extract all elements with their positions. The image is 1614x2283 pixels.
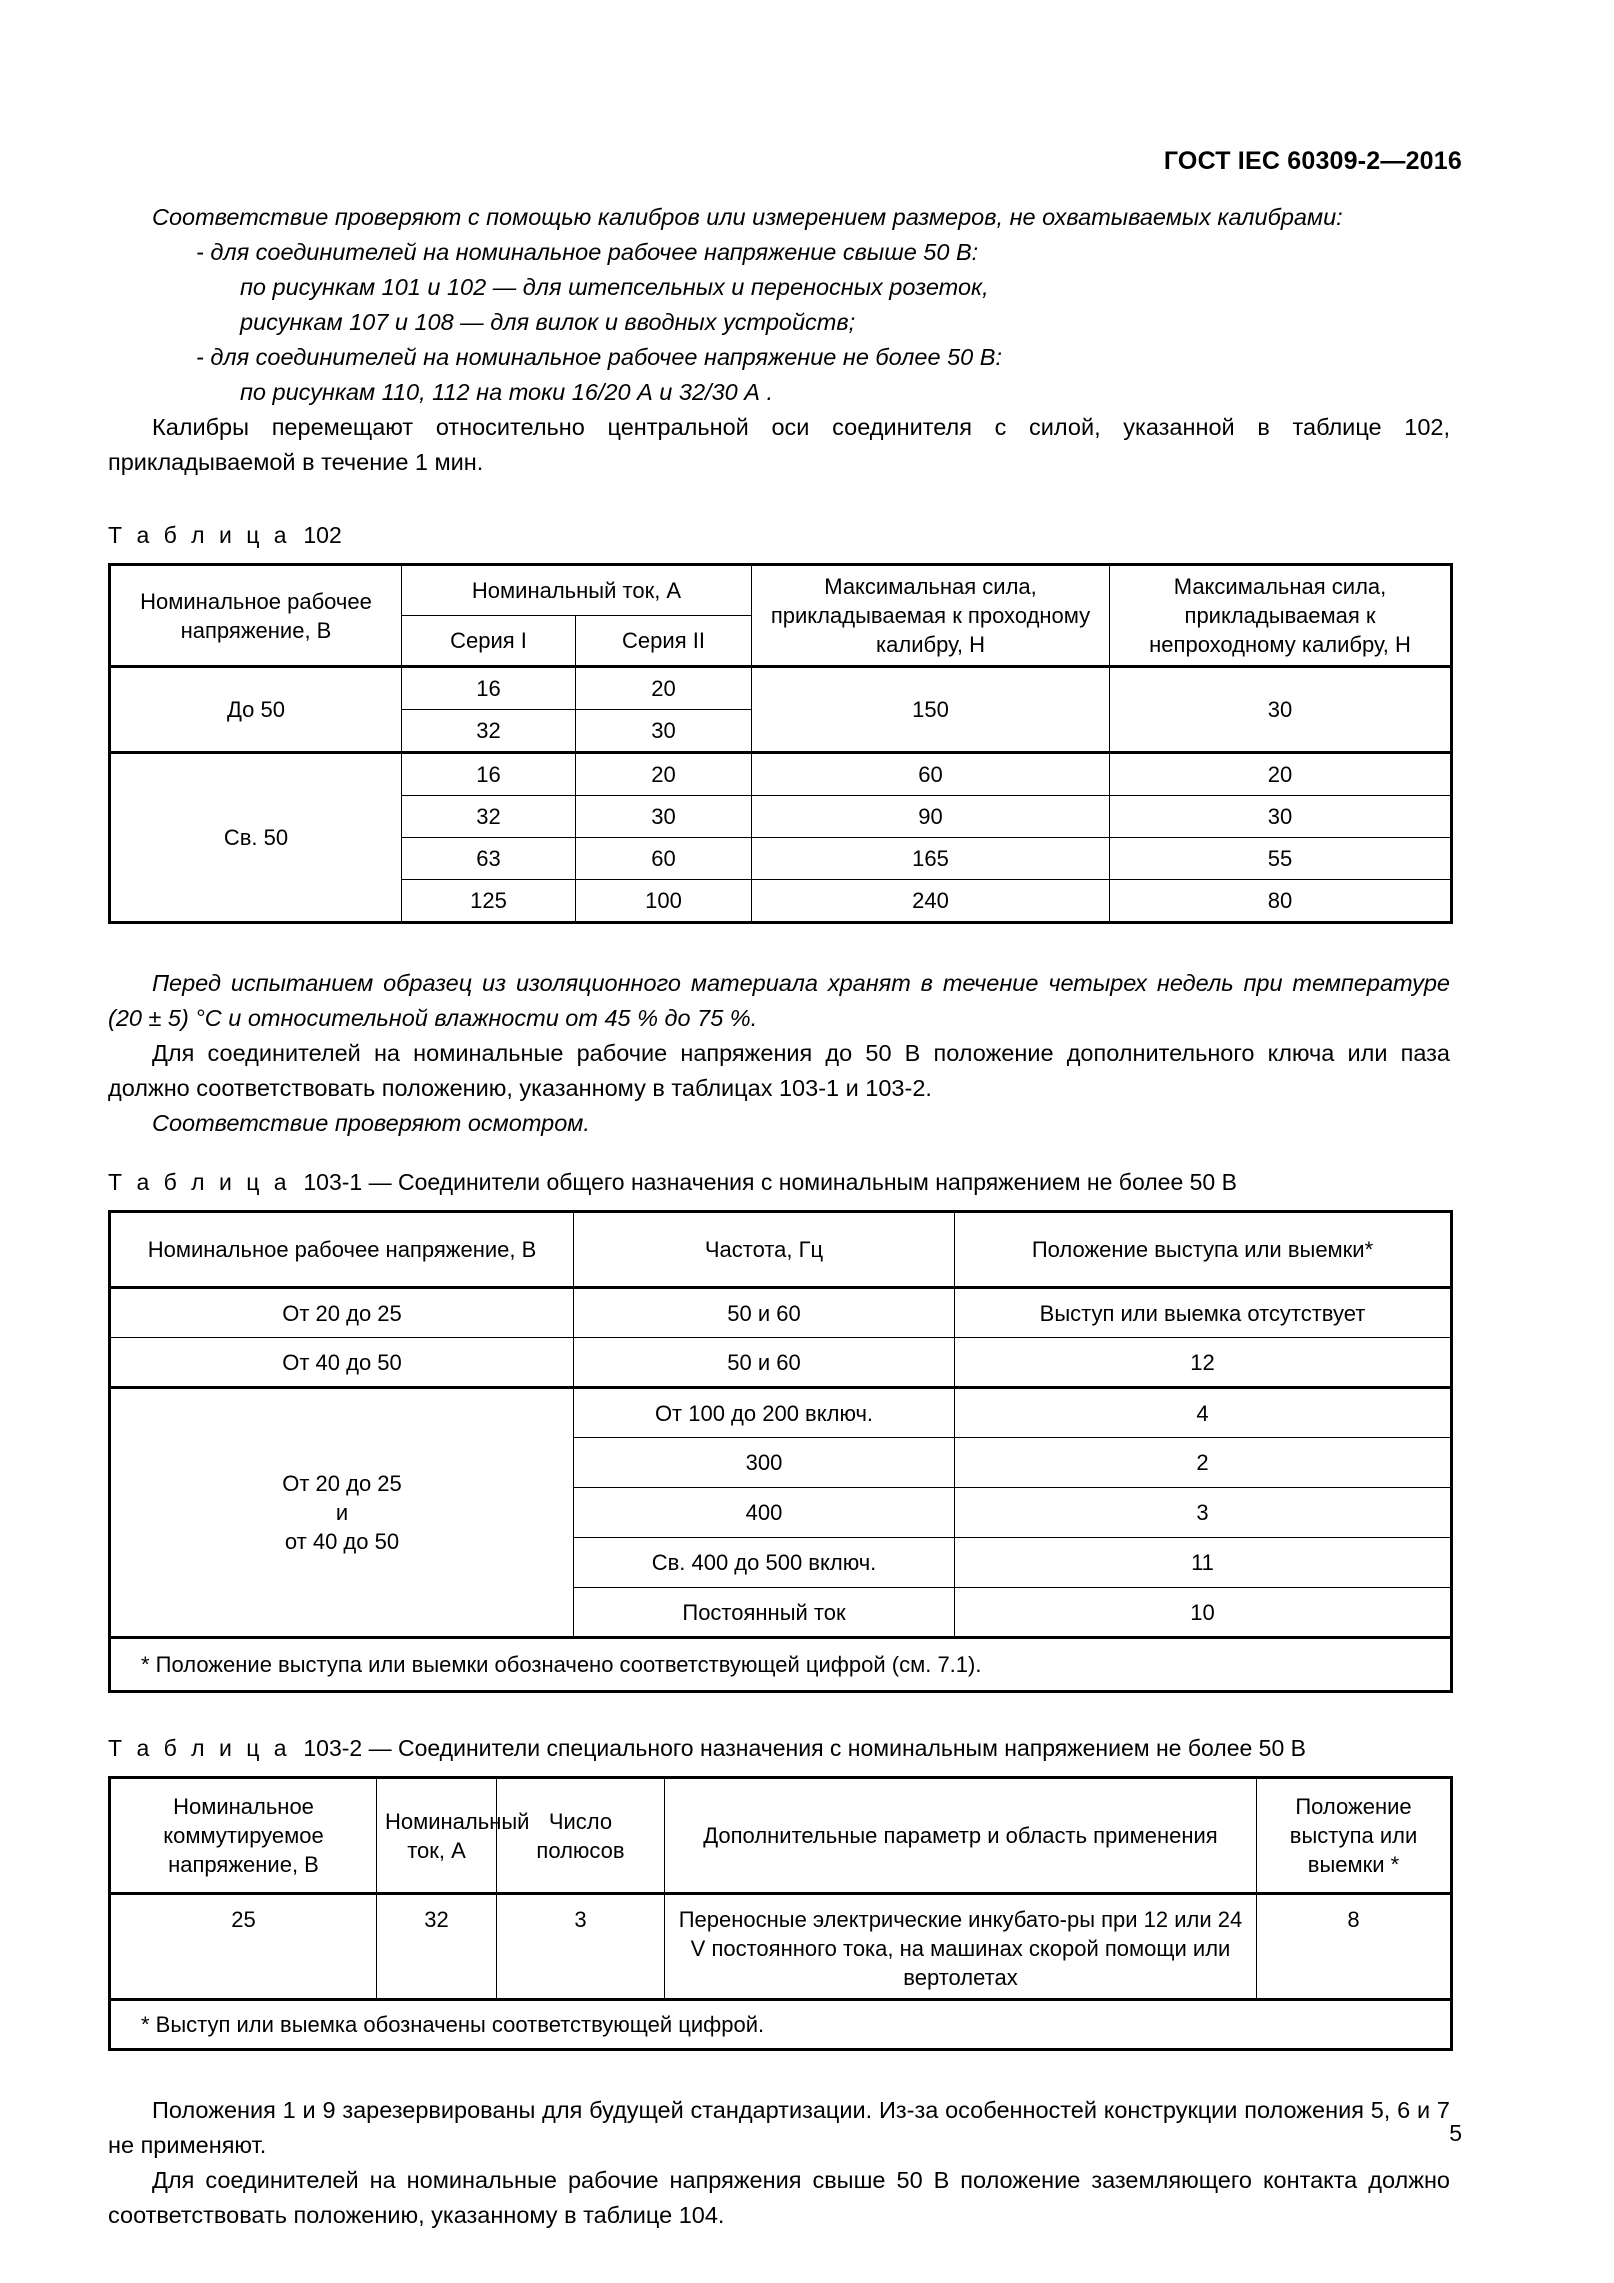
outro-paragraph-2: Для соединителей на номинальные рабочие напряжения свыше 50 В положение заземляющего контакта должно соответствовать положению, указанному в таблице 104. bbox=[108, 2167, 1450, 2228]
table-103-1-cell-voltage: От 40 до 50 bbox=[110, 1338, 574, 1388]
table-103-2-cell-poles: 3 bbox=[497, 1894, 665, 2000]
table-102-cell-series2: 60 bbox=[576, 838, 752, 880]
table-103-1-caption-number: 103-1 bbox=[303, 1169, 363, 1195]
table-102-cell-voltage: До 50 bbox=[110, 667, 402, 753]
table-103-1-cell-frequency: 50 и 60 bbox=[574, 1338, 955, 1388]
table-102-cell-force-nogo: 80 bbox=[1110, 880, 1452, 923]
table-row bbox=[110, 753, 1452, 796]
table-102-header-voltage: Номинальное рабочее напряжение, В bbox=[110, 565, 402, 667]
table-102-cell-series1: 32 bbox=[402, 796, 576, 838]
table-103-1-cell-frequency: От 100 до 200 включ. bbox=[574, 1388, 955, 1438]
table-103-1-footnote: * Положение выступа или выемки обозначено соответствующей цифрой (см. 7.1). bbox=[110, 1638, 1452, 1692]
table-row bbox=[110, 1212, 1452, 1288]
table-102-cell-series1: 32 bbox=[402, 710, 576, 753]
table-103-2-footnote: * Выступ или выемка обозначены соответствующей цифрой. bbox=[110, 2000, 1452, 2050]
table-102-cell-series1: 16 bbox=[402, 667, 576, 710]
table-103-1-group-voltage-line-2: и bbox=[335, 1500, 349, 1525]
table-102-caption bbox=[108, 522, 1450, 549]
intro-bullet-1b: рисункам 107 и 108 — для вилок и вводных устройств; bbox=[240, 309, 856, 335]
table-103-1-cell-voltage-group bbox=[110, 1388, 574, 1638]
mid-paragraph-1: Перед испытанием образец из изоляционного материала хранят в течение четырех недель при температуре (20 ± 5) °С и относительной влажности от 45 % до 75 %. bbox=[108, 970, 1450, 1031]
table-103-1-group-voltage-line-3: от 40 до 50 bbox=[284, 1529, 400, 1554]
table-102-head bbox=[110, 565, 1452, 667]
table-row bbox=[110, 1778, 1452, 1894]
document-header-title: ГОСТ IEC 60309-2—2016 bbox=[1163, 147, 1462, 175]
table-102-cell-series1: 63 bbox=[402, 838, 576, 880]
table-102-cell-series1: 125 bbox=[402, 880, 576, 923]
table-102-cell-force-go: 90 bbox=[752, 796, 1110, 838]
table-103-2 bbox=[108, 1776, 1453, 2051]
page-number: 5 bbox=[1449, 2120, 1462, 2146]
table-103-1-cell-position: Выступ или выемка отсутствует bbox=[955, 1288, 1452, 1338]
table-103-1-header-position: Положение выступа или выемки* bbox=[955, 1212, 1452, 1288]
table-102-cell-series1: 16 bbox=[402, 753, 576, 796]
table-103-2-header-voltage: Номинальное коммутируемое напряжение, В bbox=[110, 1778, 377, 1894]
table-103-2-head bbox=[110, 1778, 1452, 1894]
table-103-2-header-position: Положение выступа или выемки * bbox=[1257, 1778, 1452, 1894]
table-102-cell-series2: 30 bbox=[576, 796, 752, 838]
mid-paragraph-3: Соответствие проверяют осмотром. bbox=[152, 1110, 590, 1136]
table-103-2-body bbox=[110, 1894, 1452, 2050]
table-102-cell-series2: 30 bbox=[576, 710, 752, 753]
intro-bullet-1: - для соединителей на номинальное рабочее напряжение свыше 50 В: bbox=[196, 239, 979, 265]
table-103-1-header-frequency: Частота, Гц bbox=[574, 1212, 955, 1288]
table-row bbox=[110, 565, 1452, 616]
table-row bbox=[110, 1338, 1452, 1388]
table-103-1-caption-label: Т а б л и ц а bbox=[108, 1169, 291, 1195]
table-row bbox=[110, 667, 1452, 710]
table-103-2-header-current: Номинальный ток, А bbox=[377, 1778, 497, 1894]
table-102-cell-force-nogo: 30 bbox=[1110, 796, 1452, 838]
intro-bullet-1a: по рисункам 101 и 102 — для штепсельных и переносных розеток, bbox=[240, 274, 989, 300]
table-103-2-caption bbox=[108, 1735, 1450, 1762]
table-102-header-max-force-go: Максимальная сила, прикладываемая к проходному калибру, Н bbox=[752, 565, 1110, 667]
table-102-caption-number: 102 bbox=[303, 522, 342, 548]
table-103-1-cell-position: 4 bbox=[955, 1388, 1452, 1438]
table-103-1-head bbox=[110, 1212, 1452, 1288]
table-103-2-header-application: Дополнительные параметр и область применения bbox=[665, 1778, 1257, 1894]
table-103-1-cell-position: 10 bbox=[955, 1588, 1452, 1638]
table-103-1-cell-position: 11 bbox=[955, 1538, 1452, 1588]
table-102-header-series2: Серия II bbox=[576, 616, 752, 667]
table-102-cell-series2: 20 bbox=[576, 667, 752, 710]
table-103-1-cell-position: 3 bbox=[955, 1488, 1452, 1538]
table-row bbox=[110, 1288, 1452, 1338]
table-102-cell-voltage: Св. 50 bbox=[110, 753, 402, 923]
table-102-cell-force-nogo: 20 bbox=[1110, 753, 1452, 796]
table-102-cell-force-nogo: 30 bbox=[1110, 667, 1452, 753]
table-102-cell-force-go: 150 bbox=[752, 667, 1110, 753]
table-row bbox=[110, 2000, 1452, 2050]
table-103-2-cell-current: 32 bbox=[377, 1894, 497, 2000]
table-103-1-cell-frequency: 300 bbox=[574, 1438, 955, 1488]
table-103-1-cell-voltage: От 20 до 25 bbox=[110, 1288, 574, 1338]
table-102-header-series1: Серия I bbox=[402, 616, 576, 667]
table-103-1-cell-frequency: Св. 400 до 500 включ. bbox=[574, 1538, 955, 1588]
table-103-1-body bbox=[110, 1288, 1452, 1692]
table-102 bbox=[108, 563, 1453, 924]
intro-bullet-2a: по рисункам 110, 112 на токи 16/20 А и 32/30 А . bbox=[240, 379, 773, 405]
intro-paragraph-1: Соответствие проверяют с помощью калибров или измерением размеров, не охватываемых калибрами: bbox=[152, 204, 1343, 230]
table-103-2-cell-position: 8 bbox=[1257, 1894, 1452, 2000]
table-103-1-caption-text: — Соединители общего назначения с номинальным напряжением не более 50 В bbox=[368, 1169, 1237, 1195]
table-103-2-caption-number: 103-2 bbox=[303, 1735, 363, 1761]
table-103-2-cell-voltage: 25 bbox=[110, 1894, 377, 2000]
table-102-cell-force-go: 60 bbox=[752, 753, 1110, 796]
table-103-1-cell-frequency: Постоянный ток bbox=[574, 1588, 955, 1638]
table-102-cell-series2: 20 bbox=[576, 753, 752, 796]
table-103-1-cell-frequency: 50 и 60 bbox=[574, 1288, 955, 1338]
table-row bbox=[110, 1638, 1452, 1692]
intro-paragraph-2: Калибры перемещают относительно центральной оси соединителя с силой, указанной в таблице 102, прикладываемой в течение 1 мин. bbox=[108, 414, 1450, 475]
table-102-header-max-force-nogo: Максимальная сила, прикладываемая к непроходному калибру, Н bbox=[1110, 565, 1452, 667]
table-102-cell-series2: 100 bbox=[576, 880, 752, 923]
table-103-2-header-poles: Число полюсов bbox=[497, 1778, 665, 1894]
table-row bbox=[110, 1894, 1452, 2000]
table-103-1-cell-position: 2 bbox=[955, 1438, 1452, 1488]
table-103-1-cell-position: 12 bbox=[955, 1338, 1452, 1388]
table-102-cell-force-nogo: 55 bbox=[1110, 838, 1452, 880]
table-103-1-group-voltage-line-1: От 20 до 25 bbox=[282, 1471, 402, 1496]
document-body bbox=[108, 200, 1450, 2233]
table-102-cell-force-go: 240 bbox=[752, 880, 1110, 923]
table-102-cell-force-go: 165 bbox=[752, 838, 1110, 880]
table-103-2-cell-application: Переносные электрические инкубато-ры при 12 или 24 V постоянного тока, на машинах скорой помощи или вертолетах bbox=[665, 1894, 1257, 2000]
table-103-1-cell-frequency: 400 bbox=[574, 1488, 955, 1538]
mid-paragraph-2: Для соединителей на номинальные рабочие напряжения до 50 В положение дополнительного ключа или паза должно соответствовать положению, указанному в таблицах 103-1 и 103-2. bbox=[108, 1040, 1450, 1101]
table-102-caption-label: Т а б л и ц а bbox=[108, 522, 291, 548]
table-103-2-caption-label: Т а б л и ц а bbox=[108, 1735, 291, 1761]
table-102-header-current-group: Номинальный ток, А bbox=[402, 565, 752, 616]
table-102-body bbox=[110, 667, 1452, 923]
table-103-2-caption-text: — Соединители специального назначения с номинальным напряжением не более 50 В bbox=[368, 1735, 1306, 1761]
outro-paragraph-1: Положения 1 и 9 зарезервированы для будущей стандартизации. Из-за особенностей конструкции положения 5, 6 и 7 не применяют. bbox=[108, 2097, 1450, 2158]
table-103-1-caption bbox=[108, 1169, 1450, 1196]
intro-bullet-2: - для соединителей на номинальное рабочее напряжение не более 50 В: bbox=[196, 344, 1002, 370]
table-row bbox=[110, 1388, 1452, 1438]
table-103-1 bbox=[108, 1210, 1453, 1693]
table-103-1-header-voltage: Номинальное рабочее напряжение, В bbox=[110, 1212, 574, 1288]
